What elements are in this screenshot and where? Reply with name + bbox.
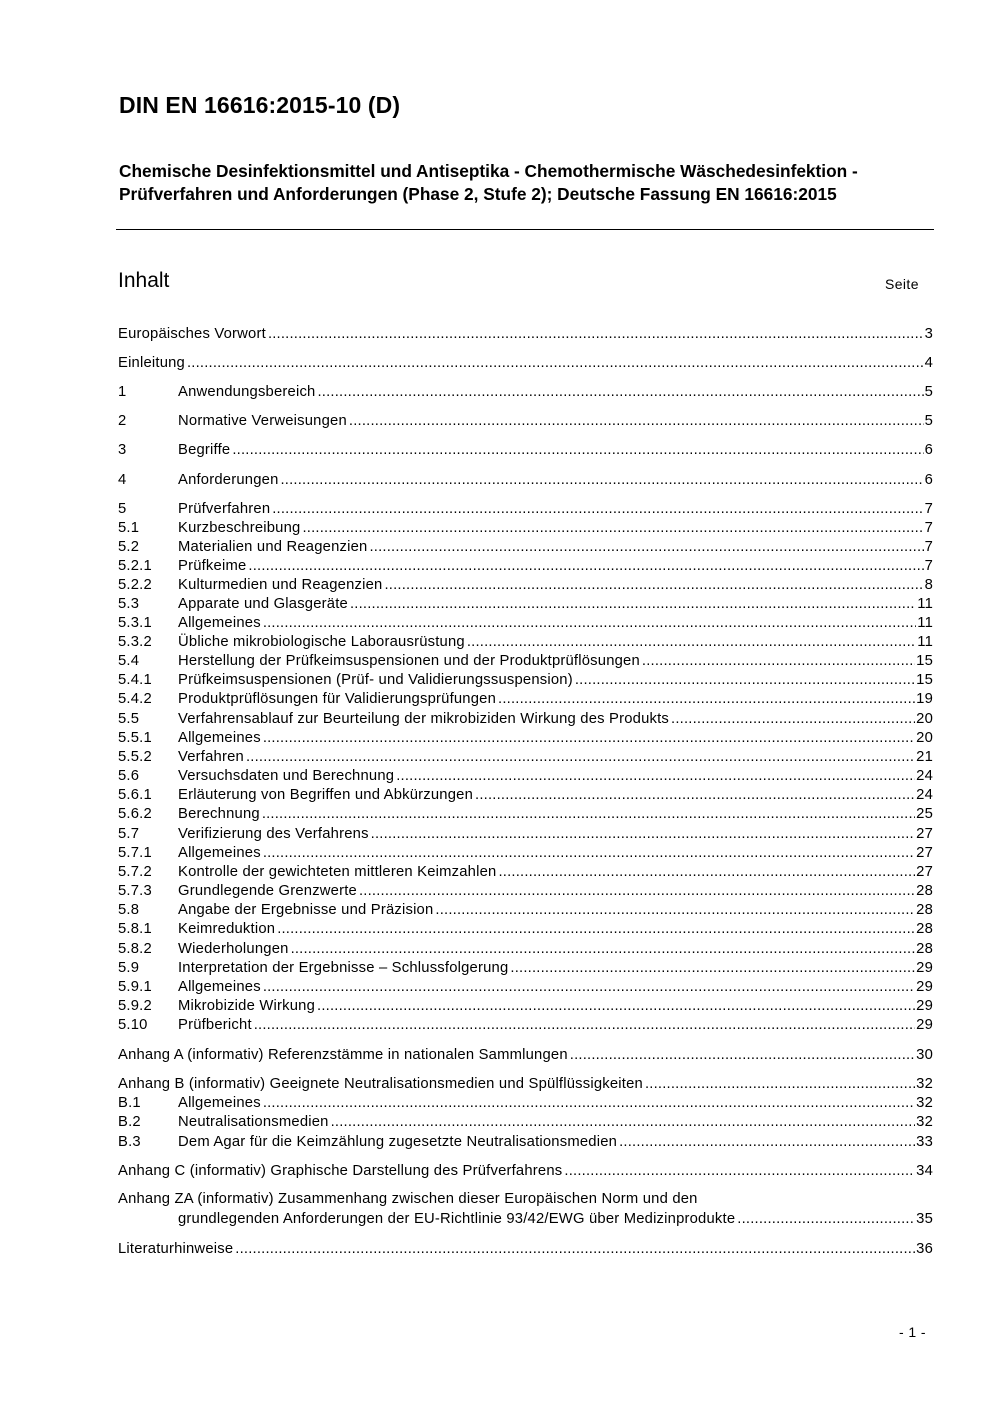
toc-entry[interactable] [118,1016,933,1035]
toc-entry-title: Grundlegende Grenzwerte [178,883,357,899]
toc-leader-dots [498,690,915,709]
toc-entry-number: 5.9 [118,960,140,976]
toc-entry-page: 32 [916,1114,933,1130]
toc-entry-number: 5.7 [118,826,140,842]
toc-entry[interactable] [118,576,933,595]
toc-leader-dots [435,901,915,920]
toc-entry-title: Berechnung [178,806,260,822]
toc-entry-title: Mikrobizide Wirkung [178,998,316,1014]
toc-entry[interactable] [118,882,933,901]
toc-entry[interactable] [118,805,933,824]
toc-leader-dots [235,1240,915,1259]
toc-leader-dots [317,997,915,1016]
toc-leader-dots [263,978,915,997]
toc-entry-title: Allgemeines [178,979,261,995]
toc-entry-title: Anwendungsbereich [178,384,316,400]
toc-entry-title: Verfahren [178,749,244,765]
toc-leader-dots [254,1016,915,1035]
toc-entry-page: 6 [924,472,933,488]
toc-entry[interactable] [118,997,933,1016]
toc-leader-dots [277,920,915,939]
toc-entry[interactable] [118,538,933,557]
toc-entry-title: Angabe der Ergebnisse und Präzision [178,902,434,918]
toc-entry[interactable] [118,595,933,614]
toc-entry-title: Allgemeines [178,730,261,746]
toc-entry-page: 34 [916,1163,933,1179]
toc-leader-dots [570,1046,915,1065]
toc-entry-number: 5.6 [118,768,140,784]
toc-entry-title: Produktprüflösungen für Validierungsprüfungen [178,691,497,707]
toc-entry[interactable] [118,940,933,959]
toc-entry-title: Keimreduktion [178,921,276,937]
toc-entry-page: 3 [924,326,933,342]
toc-leader-dots [318,383,924,402]
toc-entry[interactable] [118,354,933,373]
toc-entry[interactable] [118,1162,933,1181]
toc-entry-page: 7 [924,501,933,517]
toc-entry[interactable] [118,825,933,844]
toc-entry-title: grundlegenden Anforderungen der EU-Richtlinie 93/42/EWG über Medizinprodukte [178,1211,736,1227]
toc-entry-page: 15 [916,672,933,688]
toc-entry-number: 5.8.2 [118,941,152,957]
toc-leader-dots [384,576,923,595]
toc-entry-page: 5 [924,384,933,400]
toc-entry-page: 7 [924,520,933,536]
toc-entry-title: Materialien und Reagenzien [178,539,368,555]
toc-leader-dots [263,844,915,863]
toc-entry-page: 24 [916,787,933,803]
toc-entry-page: 25 [916,806,933,822]
toc-entry-title: Prüfkeime [178,558,247,574]
toc-entry[interactable] [118,863,933,882]
toc-entry[interactable] [118,500,933,519]
toc-entry-title: Normative Verweisungen [178,413,347,429]
toc-entry-page: 33 [916,1134,933,1150]
toc-entry-page: 36 [916,1241,933,1257]
toc-entry-number: 1 [118,384,127,400]
toc-entry-page: 21 [916,749,933,765]
toc-entry-page: 20 [916,730,933,746]
toc-entry[interactable] [118,710,933,729]
toc-leader-dots [564,1162,915,1181]
toc-entry[interactable] [118,325,933,344]
toc-entry-title: Erläuterung von Begriffen und Abkürzungen [178,787,474,803]
toc-entry-page: 4 [924,355,933,371]
toc-entry-page: 15 [916,653,933,669]
toc-leader-dots [575,671,915,690]
toc-entry-page: 27 [916,845,933,861]
toc-entry-title: Einleitung [118,355,185,371]
toc-entry-number: 5.4.2 [118,691,152,707]
toc-leader-dots [498,863,915,882]
toc-leader-dots [263,729,915,748]
toc-entry[interactable] [118,767,933,786]
toc-entry-page: 6 [924,442,933,458]
toc-entry-number: 5.9.2 [118,998,152,1014]
toc-entry-number: 4 [118,472,127,488]
toc-heading: Inhalt [118,269,170,292]
toc-entry-page: 29 [916,979,933,995]
title-rule [116,229,934,230]
toc-entry-number: 5.5 [118,711,140,727]
toc-entry[interactable] [118,652,933,671]
toc-entry-title: Kontrolle der gewichteten mittleren Keimzahlen [178,864,497,880]
toc-entry-title: Kurzbeschreibung [178,520,301,536]
toc-entry-number: 5.10 [118,1017,148,1033]
toc-entry-number: 5.8.1 [118,921,152,937]
doc-code: DIN EN 16616:2015-10 (D) [119,92,401,118]
toc-leader-dots [281,471,924,490]
page-column-label: Seite [885,276,919,292]
toc-entry-page: 35 [916,1211,933,1227]
toc-entry-title: Allgemeines [178,615,261,631]
toc-leader-dots [642,652,915,671]
toc-entry-title: Prüfbericht [178,1017,252,1033]
toc-entry-page: 28 [916,941,933,957]
toc-entry-page: 24 [916,768,933,784]
toc-entry-title: Literaturhinweise [118,1241,234,1257]
toc-entry-title: Wiederholungen [178,941,289,957]
toc-entry-page: 28 [916,921,933,937]
page-number: - 1 - [899,1324,926,1340]
toc-leader-dots [510,959,915,978]
toc-entry-title: Begriffe [178,442,231,458]
toc-entry-title: Europäisches Vorwort [118,326,266,342]
toc-entry-number: 5.8 [118,902,140,918]
toc-entry-page: 27 [916,826,933,842]
toc-entry[interactable] [118,441,933,460]
toc-entry-page: 27 [916,864,933,880]
toc-entry-page: 11 [917,596,933,612]
toc-entry[interactable] [118,1210,933,1229]
toc-entry-title: Neutralisationsmedien [178,1114,329,1130]
toc-entry-title: Übliche mikrobiologische Laborausrüstung [178,634,465,650]
toc-entry-title: Allgemeines [178,1095,261,1111]
toc-entry-title: Interpretation der Ergebnisse – Schlussfolgerung [178,960,509,976]
toc-leader-dots [272,500,923,519]
toc-entry-page: 32 [916,1095,933,1111]
toc-entry[interactable] [118,786,933,805]
toc-entry[interactable] [118,519,933,538]
toc-entry[interactable] [118,844,933,863]
toc-leader-dots [369,538,923,557]
toc-leader-dots [331,1113,916,1132]
toc-entry-number: 5.7.3 [118,883,152,899]
toc-leader-dots [619,1133,915,1152]
toc-entry[interactable] [118,1075,933,1094]
toc-leader-dots [246,748,915,767]
toc-entry-title: Anhang A (informativ) Referenzstämme in nationalen Sammlungen [118,1047,568,1063]
toc-entry-number: 5.9.1 [118,979,152,995]
toc-entry[interactable] [118,671,933,690]
toc-entry-page: 30 [916,1047,933,1063]
toc-entry-number: 5.2.1 [118,558,152,574]
toc-leader-dots [737,1210,915,1229]
toc-entry-number: 5.5.1 [118,730,152,746]
toc-entry-title: Verfahrensablauf zur Beurteilung der mikrobiziden Wirkung des Produkts [178,711,670,727]
toc-entry-number: 5.5.2 [118,749,152,765]
toc-entry[interactable] [118,412,933,431]
toc-leader-dots [263,1094,915,1113]
toc-leader-dots [349,412,924,431]
toc-entry-title: Kulturmedien und Reagenzien [178,577,383,593]
toc-entry-title: Allgemeines [178,845,261,861]
toc-entry[interactable] [118,959,933,978]
toc-entry-number: 5.2 [118,539,140,555]
toc-entry-lead-line: Anhang ZA (informativ) Zusammenhang zwischen dieser Europäischen Norm und den [118,1191,698,1207]
toc-entry-page: 11 [917,634,933,650]
toc-entry-number: 5.4 [118,653,140,669]
toc-entry[interactable] [118,383,933,402]
toc-entry-page: 11 [917,615,933,631]
toc-entry-number: B.1 [118,1095,141,1111]
toc-entry-number: 5.6.1 [118,787,152,803]
toc-entry-number: 5.7.1 [118,845,152,861]
toc-entry-title: Apparate und Glasgeräte [178,596,348,612]
toc-entry-title: Anforderungen [178,472,279,488]
toc-entry-title: Anhang B (informativ) Geeignete Neutralisationsmedien und Spülflüssigkeiten [118,1076,643,1092]
toc-entry-number: 2 [118,413,127,429]
toc-leader-dots [359,882,915,901]
toc-entry[interactable] [118,748,933,767]
toc-entry-page: 29 [916,960,933,976]
toc-entry-number: B.3 [118,1134,141,1150]
toc-entry-page: 29 [916,998,933,1014]
toc-entry-page: 28 [916,883,933,899]
toc-entry-page: 20 [916,711,933,727]
toc-entry[interactable] [118,1240,933,1259]
toc-entry-number: 5.1 [118,520,140,536]
toc-entry-number: 5.2.2 [118,577,152,593]
toc-entry-number: 5.6.2 [118,806,152,822]
toc-entry[interactable] [118,690,933,709]
toc-entry-page: 19 [916,691,933,707]
toc-entry-title: Anhang C (informativ) Graphische Darstellung des Prüfverfahrens [118,1163,563,1179]
toc-entry-page: 7 [924,539,933,555]
toc-entry-page: 28 [916,902,933,918]
toc-leader-dots [371,825,915,844]
toc-entry-title: Prüfverfahren [178,501,271,517]
toc-entry-page: 8 [924,577,933,593]
toc-entry-number: 5.3.2 [118,634,152,650]
toc-leader-dots [475,786,915,805]
toc-leader-dots [350,595,916,614]
toc-leader-dots [291,940,916,959]
toc-entry[interactable] [118,633,933,652]
toc-entry[interactable] [118,920,933,939]
doc-title: Chemische Desinfektionsmittel und Antiseptika - Chemothermische Wäschedesinfektion - Prüfverfahren und Anforderungen (Phase 2, Stufe 2); Deutsche Fassung EN 16616:2015 [119,161,858,204]
toc-entry[interactable] [118,978,933,997]
toc-entry[interactable] [118,729,933,748]
toc-entry-number: 5.3.1 [118,615,152,631]
toc-leader-dots [671,710,915,729]
toc-leader-dots [262,805,915,824]
toc-entry-number: 3 [118,442,127,458]
toc-entry-page: 32 [916,1076,933,1092]
toc-leader-dots [248,557,923,576]
toc-leader-dots [396,767,915,786]
toc-entry-title: Verifizierung des Verfahrens [178,826,369,842]
toc-entry-page: 5 [924,413,933,429]
toc-entry-number: 5.3 [118,596,140,612]
toc-entry-number: 5 [118,501,127,517]
toc-entry[interactable] [118,901,933,920]
toc-entry[interactable] [118,471,933,490]
toc-entry[interactable] [118,1094,933,1113]
toc-entry-title: Dem Agar für die Keimzählung zugesetzte Neutralisationsmedien [178,1134,618,1150]
toc-entry-page: 7 [924,558,933,574]
toc-entry-number: 5.4.1 [118,672,152,688]
toc-leader-dots [263,614,916,633]
toc-entry[interactable] [118,1113,933,1132]
toc-leader-dots [645,1075,915,1094]
toc-leader-dots [302,519,923,538]
toc-entry[interactable] [118,614,933,633]
toc-entry[interactable] [118,1133,933,1152]
toc-entry-number: 5.7.2 [118,864,152,880]
toc-leader-dots [467,633,916,652]
toc-entry-title: Versuchsdaten und Berechnung [178,768,395,784]
toc-entry-title: Prüfkeimsuspensionen (Prüf- und Validierungssuspension) [178,672,573,688]
toc-leader-dots [232,441,923,460]
toc-leader-dots [187,354,924,373]
toc-leader-dots [268,325,924,344]
toc-entry-title: Herstellung der Prüfkeimsuspensionen und der Produktprüflösungen [178,653,640,669]
toc-entry[interactable] [118,557,933,576]
toc-entry-number: B.2 [118,1114,141,1130]
toc-entry-page: 29 [916,1017,933,1033]
toc-entry[interactable] [118,1046,933,1065]
